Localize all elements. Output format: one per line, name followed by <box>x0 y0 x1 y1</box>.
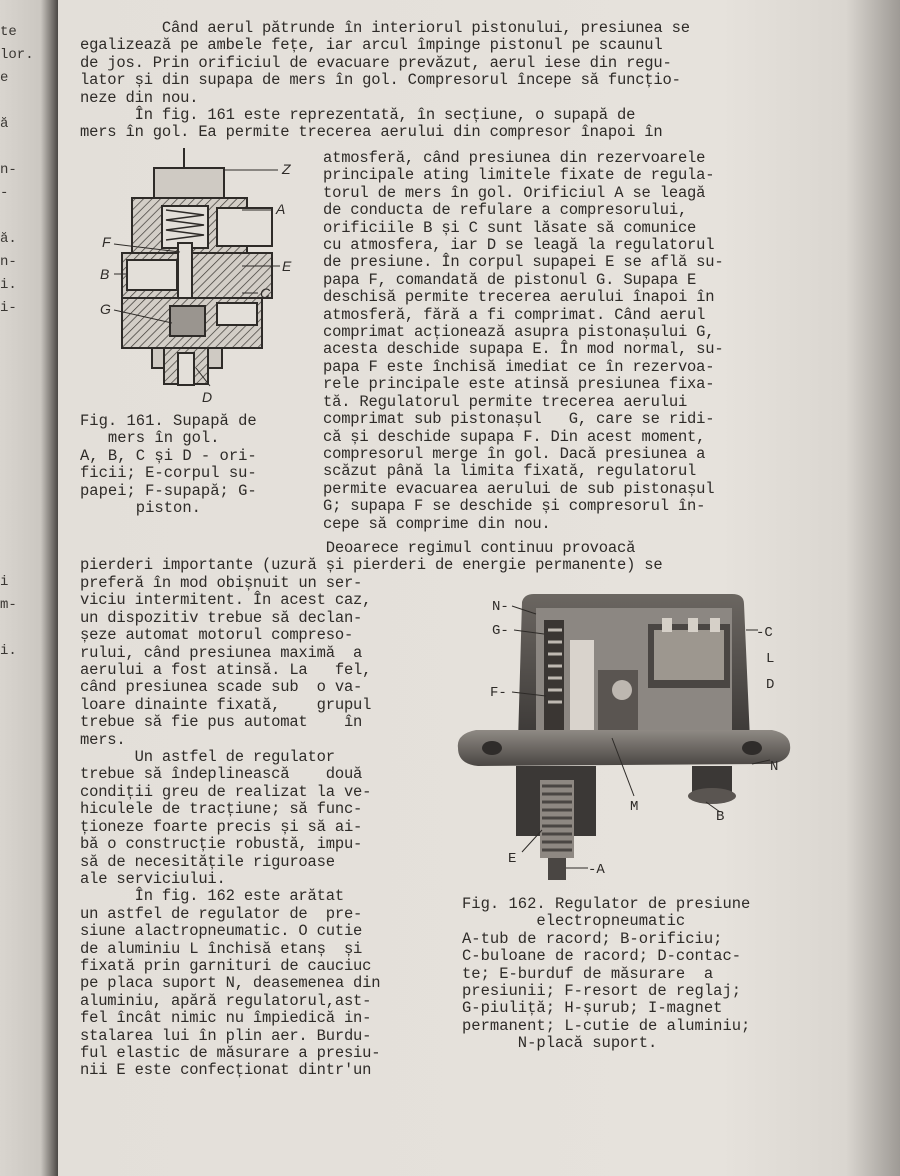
margin-fragment: i. <box>0 643 17 659</box>
text-line: lator și din supapa de mers în gol. Compresorul începe să funcțio- <box>80 71 681 90</box>
fig162-label-n-right: N <box>770 759 779 775</box>
caption-line: mers în gol. <box>80 429 220 448</box>
text-line: tă. Regulatorul permite trecerea aerului <box>323 392 688 411</box>
caption-line: piston. <box>80 499 201 518</box>
text-line: de presiune. În corpul supapei E se află su- <box>323 253 724 272</box>
text-line: papa F, comandată de pistonul G. Supapa E <box>323 270 697 289</box>
caption-line: presiunii; F-resort de reglaj; <box>462 982 742 1001</box>
text-line: deschisă permite trecerea aerului înapoi în <box>323 288 715 307</box>
caption-line: A, B, C și D - ori- <box>80 446 257 465</box>
fig161-label-d: D <box>202 389 213 405</box>
text-line: principale ating limitele fixate de regula- <box>323 166 715 185</box>
caption-line: electropneumatic <box>462 912 686 931</box>
text-line: neze din nou. <box>80 88 199 107</box>
text-line: cu atmosfera, iar D se leagă la regulatorul <box>323 236 715 255</box>
paragraph-top <box>80 20 690 142</box>
margin-fragment: i <box>0 574 9 590</box>
text-line: de aluminiu L închisă etanș și <box>80 939 363 958</box>
fig161-label-z: Z <box>282 161 291 177</box>
text-line: G; supapa F se deschide și compresorul în- <box>323 497 706 516</box>
text-line: atmosferă, când presiunea din rezervoarele <box>323 149 706 167</box>
margin-fragment: lor. <box>0 47 34 63</box>
margin-fragment: ă <box>0 116 9 132</box>
text-line: Deoarece regimul continuu provoacă <box>80 539 636 557</box>
text-line: că și deschide supapa F. Din acest moment, <box>323 427 706 446</box>
figure-162-regulator-photo <box>452 590 797 885</box>
fig162-label-g: G- <box>492 623 509 639</box>
text-line: În fig. 161 este reprezentată, în secțiune, o supapă de <box>80 106 636 125</box>
margin-fragment: n- <box>0 254 17 270</box>
text-line: un astfel de regulator de pre- <box>80 904 363 923</box>
fig162-label-m: M <box>630 799 639 815</box>
text-line: papa F este închisă imediat ce în rezervoa- <box>323 357 715 376</box>
fig161-label-b: B <box>100 266 110 282</box>
margin-fragment: m- <box>0 597 17 613</box>
text-line: rului, când presiunea maximă a <box>80 643 363 662</box>
text-line: atmosferă, fără a fi comprimat. Când aerul <box>323 305 706 324</box>
text-line: scăzut până la limita fixată, regulatorul <box>323 462 697 481</box>
text-line: Când aerul pătrunde în interiorul pistonului, presiunea se <box>80 19 690 37</box>
text-line: hiculele de tracțiune; să func- <box>80 800 363 819</box>
text-line: permite evacuarea aerului de sub pistonașul <box>323 479 715 498</box>
margin-fragment: n- <box>0 162 17 178</box>
caption-line: G-piuliță; H-șurub; I-magnet <box>462 999 723 1018</box>
text-line: ționeze foarte precis și să ai- <box>80 817 363 836</box>
text-line: mers în gol. Ea permite trecerea aerului din compresor înapoi în <box>80 123 663 142</box>
text-line: siune alactropneumatic. O cutie <box>80 922 363 941</box>
text-line: cepe să comprime din nou. <box>323 514 551 533</box>
figure-162-caption <box>462 896 750 1053</box>
caption-line: Fig. 162. Regulator de presiune <box>462 895 751 913</box>
fig162-label-l: L <box>766 651 775 667</box>
text-line: loare dinainte fixată, grupul <box>80 695 372 714</box>
margin-fragment: i- <box>0 300 17 316</box>
text-line: Un astfel de regulator <box>80 748 335 767</box>
margin-fragment: ă. <box>0 231 17 247</box>
fig161-label-c: C <box>260 285 271 301</box>
fig162-label-c: -C <box>756 625 773 641</box>
fig162-label-f: F- <box>490 685 507 701</box>
caption-line: te; E-burduf de măsurare a <box>462 964 714 983</box>
paragraph-right-column <box>323 150 723 533</box>
paragraph-middle <box>80 540 663 575</box>
text-line: bă o construcție robustă, impu- <box>80 835 363 854</box>
text-line: pierderi importante (uzură și pierderi de energie permanente) se <box>80 556 663 575</box>
text-line: șeze automat motorul compreso- <box>80 626 354 645</box>
text-line: ful elastic de măsurare a presiu- <box>80 1043 381 1062</box>
text-line: torul de mers în gol. Orificiul A se leagă <box>323 183 706 202</box>
text-line: pe placa suport N, deasemenea din <box>80 974 381 993</box>
text-line: comprimat acționează asupra pistonașului G, <box>323 323 715 342</box>
fig162-label-b: B <box>716 809 725 825</box>
text-line: să de necesitățile riguroase <box>80 852 335 871</box>
margin-fragment: - <box>0 185 9 201</box>
fig162-label-n-top: N- <box>492 599 509 615</box>
text-line: aerului a fost atinsă. La fel, <box>80 661 372 680</box>
text-line: fixată prin garnituri de cauciuc <box>80 956 372 975</box>
margin-fragment: i. <box>0 277 17 293</box>
text-line: egalizează pe ambele fețe, iar arcul împinge pistonul pe scaunul <box>80 36 663 55</box>
caption-line: Fig. 161. Supapă de <box>80 412 257 430</box>
text-line: viciu intermitent. În acest caz, <box>80 591 372 610</box>
text-line: trebue să fie pus automat în <box>80 713 363 732</box>
caption-line: A-tub de racord; B-orificiu; <box>462 929 723 948</box>
text-line: comprimat sub pistonașul G, care se ridi- <box>323 410 715 429</box>
caption-line: N-placă suport. <box>462 1034 658 1053</box>
fig161-label-e: E <box>282 258 292 274</box>
fig162-label-e: E <box>508 851 517 867</box>
text-line: condiții greu de realizat la ve- <box>80 782 372 801</box>
text-line: preferă în mod obișnuit un ser- <box>80 574 363 592</box>
caption-line: papei; F-supapă; G- <box>80 481 257 500</box>
margin-fragment: e <box>0 70 9 86</box>
text-line: ale serviciului. <box>80 869 226 888</box>
text-line: de jos. Prin orificiul de evacuare prevăzut, aerul iese din regu- <box>80 53 672 72</box>
fig161-label-g: G <box>100 301 111 317</box>
text-line: acesta deschide supapa E. În mod normal, su- <box>323 340 724 359</box>
text-line: fel încât nimic nu împiedică in- <box>80 1009 372 1028</box>
text-line: rele principale este atinsă presiunea fixa- <box>323 375 715 394</box>
caption-line: permanent; L-cutie de aluminiu; <box>462 1016 751 1035</box>
text-line: un dispozitiv trebue să declan- <box>80 608 363 627</box>
text-line: compresorul merge în gol. Dacă presiunea a <box>323 444 706 463</box>
paragraph-left-column <box>80 575 380 1080</box>
caption-line: ficii; E-corpul su- <box>80 464 257 483</box>
text-line: stalarea lui în plin aer. Burdu- <box>80 1026 372 1045</box>
fig162-label-a: -A <box>588 862 605 878</box>
text-line: În fig. 162 este arătat <box>80 887 344 906</box>
text-line: de conducta de refulare a compresorului, <box>323 201 688 220</box>
text-line: mers. <box>80 730 126 749</box>
figure-161-valve-section <box>92 148 304 410</box>
text-line: orificiile B și C sunt lăsate să comunice <box>323 218 697 237</box>
text-line: trebue să îndeplinească două <box>80 765 363 784</box>
caption-line: C-buloane de racord; D-contac- <box>462 947 742 966</box>
text-line: când presiunea scade sub o va- <box>80 678 363 697</box>
figure-161-caption <box>80 413 257 517</box>
fig162-label-d: D <box>766 677 775 693</box>
fig161-label-a: A <box>276 201 286 217</box>
text-line: nii E este confecționat dintr'un <box>80 1061 372 1080</box>
text-line: aluminiu, apără regulatorul,ast- <box>80 991 372 1010</box>
fig161-label-f: F <box>102 234 111 250</box>
margin-fragment: te <box>0 24 17 40</box>
